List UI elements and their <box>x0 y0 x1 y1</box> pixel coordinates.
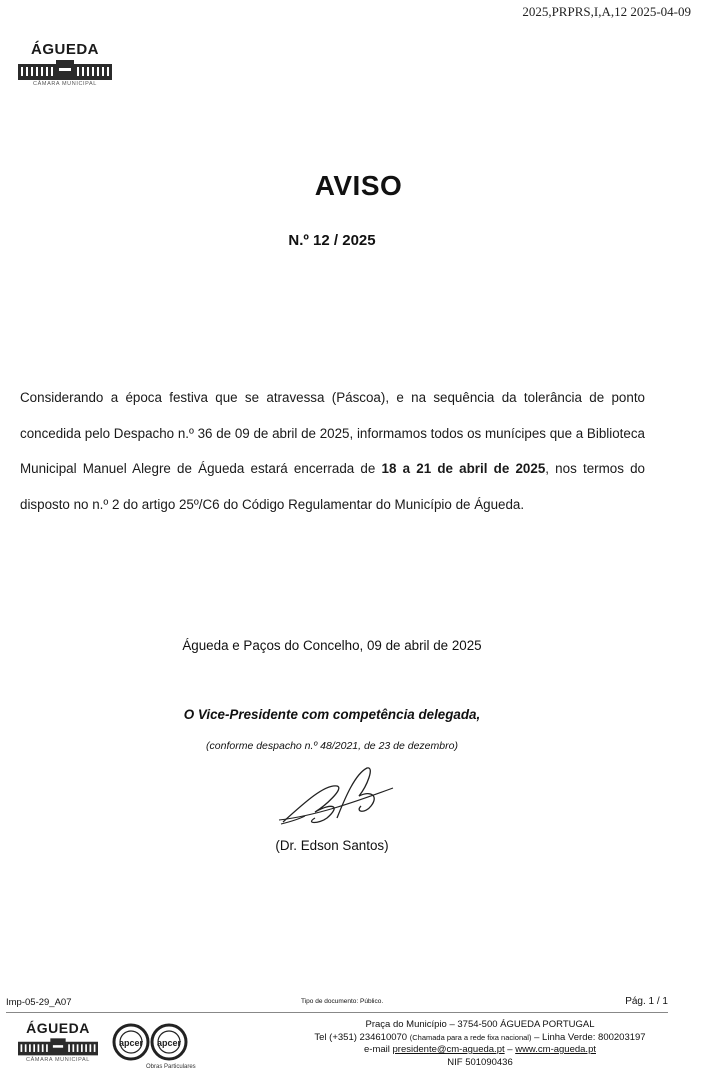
nif-line: NIF 501090436 <box>447 1056 513 1068</box>
green-line: – Linha Verde: 800203197 <box>534 1031 646 1043</box>
footer-divider <box>6 1012 668 1013</box>
footer-town-hall-building-icon <box>18 1036 98 1056</box>
notice-number: N.º 12 / 2025 <box>288 232 376 249</box>
signature-image <box>275 762 400 830</box>
apcer-certification-seal-2-icon <box>150 1022 188 1062</box>
notice-body-text-end: , nos termos do disposto no n.º 2 do artigo 25º/C6 do Código Regulamentar do Município de Águeda. <box>20 461 645 512</box>
phone-line <box>260 1032 700 1045</box>
footer-logo-name: ÁGUEDA <box>26 1020 90 1036</box>
municipality-logo <box>18 42 112 87</box>
footer-contacts <box>260 1019 700 1069</box>
notice-body <box>20 380 645 522</box>
signer-name: (Dr. Edson Santos) <box>275 838 389 853</box>
phone-number: Tel (+351) 234610070 <box>314 1031 408 1043</box>
email-link[interactable]: presidente@cm-agueda.pt <box>392 1044 505 1055</box>
address-line: Praça do Município – 3754-500 ÁGUEDA PORTUGAL <box>365 1019 595 1030</box>
delegation-note: (conforme despacho n.º 48/2021, de 23 de dezembro) <box>206 740 458 752</box>
footer-logo-subtitle: CÂMARA MUNICIPAL <box>26 1057 90 1063</box>
page-number: Pág. 1 / 1 <box>625 996 668 1007</box>
town-hall-building-icon <box>18 58 112 80</box>
footer-municipality-logo <box>18 1021 98 1063</box>
document-type: Tipo de documento: Público. <box>301 998 384 1005</box>
document-reference: 2025,PRPRS,I,A,12 2025-04-09 <box>522 4 691 19</box>
notice-body-text: Considerando a época festiva que se atravessa (Páscoa), e na sequência da tolerância de ponto concedida pelo Despacho n.º 36 de 09 de abril de 2025, informamos todos os munícipes que a Biblioteca Municipal Manuel Alegre de Águeda estará encerrada de <box>20 390 645 476</box>
email-label: e-mail <box>364 1044 390 1055</box>
apcer-certification-seal-icon <box>112 1022 150 1062</box>
logo-subtitle: CÂMARA MUNICIPAL <box>33 81 97 87</box>
document-code: Imp-05-29_A07 <box>6 997 72 1008</box>
phone-note: (Chamada para a rede fixa nacional) <box>409 1032 532 1042</box>
certification-caption: Obras Particulares <box>146 1064 196 1070</box>
logo-name: ÁGUEDA <box>30 41 99 58</box>
closure-dates: 18 a 21 de abril de 2025 <box>381 461 546 476</box>
signer-role: O Vice-Presidente com competência delegada, <box>183 707 481 722</box>
email-line <box>260 1044 700 1057</box>
contact-separator: – <box>507 1044 513 1055</box>
place-and-date: Águeda e Paços do Concelho, 09 de abril de 2025 <box>182 638 482 653</box>
website-link[interactable]: www.cm-agueda.pt <box>515 1044 596 1055</box>
notice-title: AVISO <box>314 170 403 201</box>
apcer-seal-2-label: apcer <box>156 1038 182 1048</box>
apcer-seal-label: apcer <box>118 1038 144 1048</box>
